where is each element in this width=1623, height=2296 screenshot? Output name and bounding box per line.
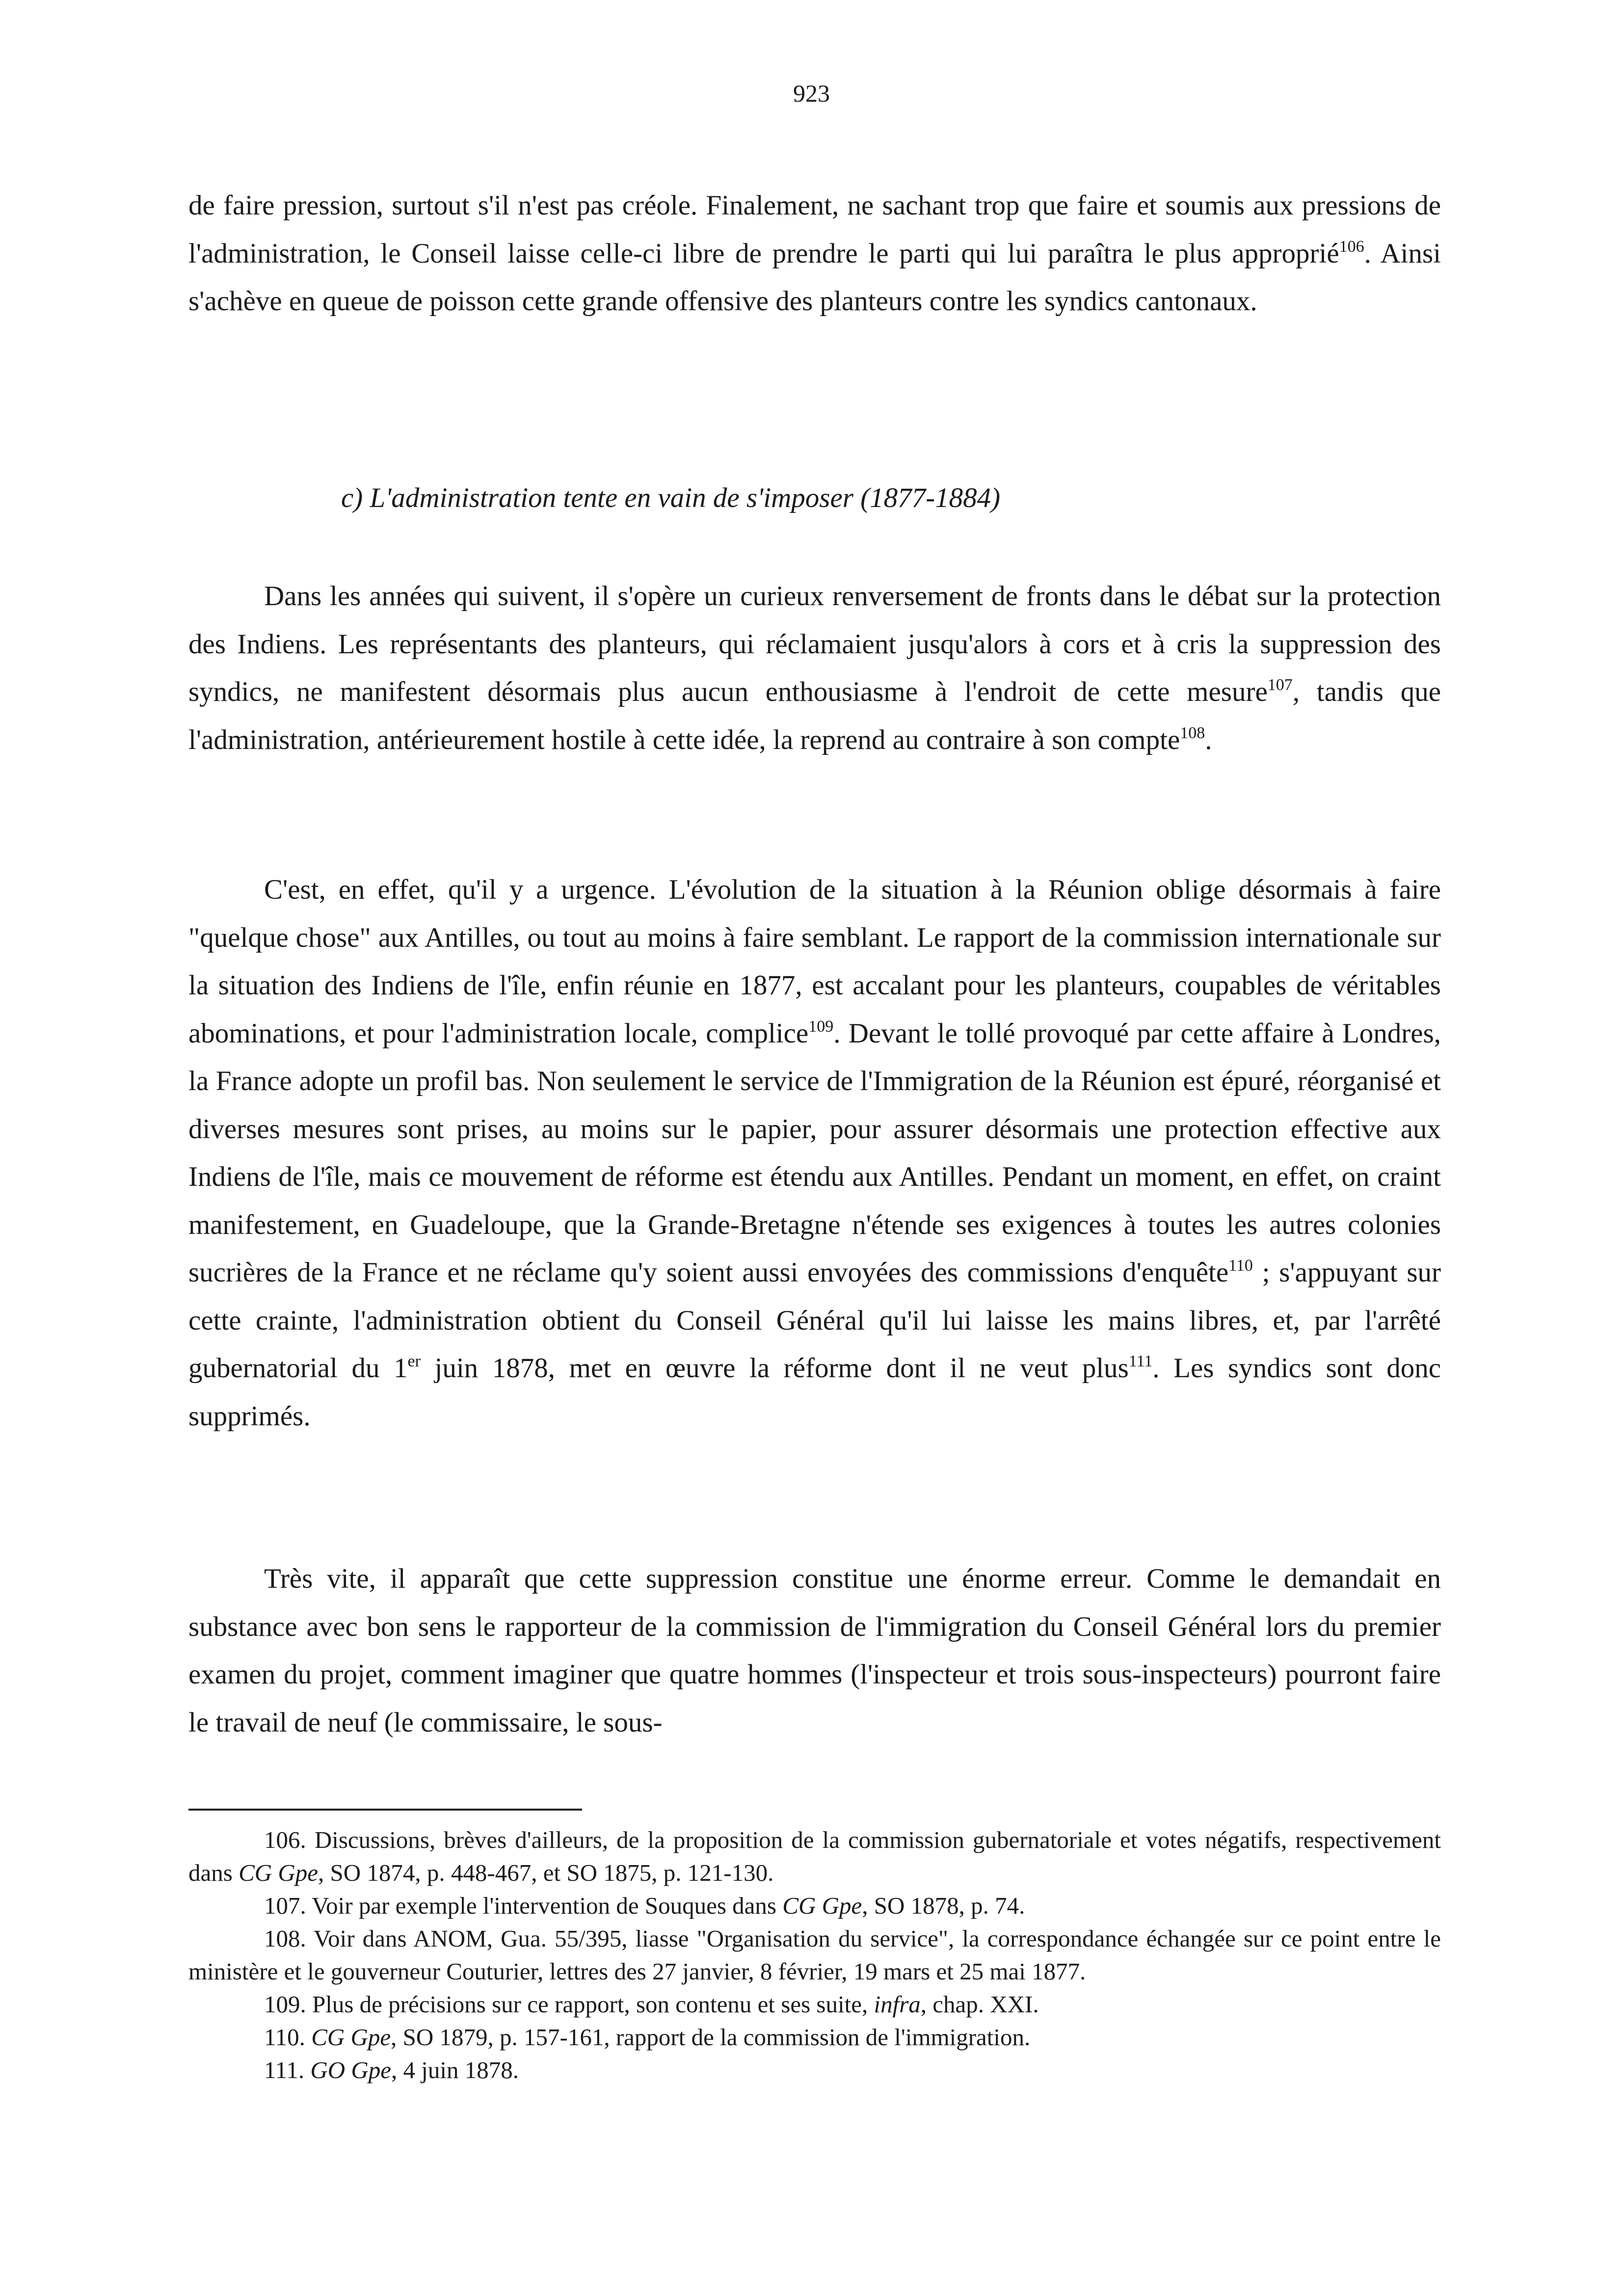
page-number: 923	[793, 80, 830, 107]
paragraph-3: C'est, en effet, qu'il y a urgence. L'évolution de la situation à la Réunion oblige désormais à faire "quelque chose" aux Antilles, ou tout au moins à faire semblant. Le rapport de la commission internationale sur la situation des Indiens de l'île, enfin réunie en 1877, est accalant pour les planteurs, coupables de véritables abominations, et pour l'administration locale, complice$^{109}$. Devant le tollé provoqué par cette affaire à Londres, la France adopte un profil bas. Non seulement le service de l'Immigration de la Réunion est épuré, réorganisé et diverses mesures sont prises, au moins sur le papier, pour assurer désormais une protection effective aux Indiens de l'île, mais ce mouvement de réforme est étendu aux Antilles. Pendant un moment, en effet, on craint manifestement, en Guadeloupe, que la Grande-Bretagne n'étende ses exigences à toutes les autres colonies sucrières de la France et ne réclame qu'y soient aussi envoyées des commissions d'enquête$^{110}$ ; s'appuyant sur cette crainte, l'administration obtient du Conseil Général qu'il lui laisse les mains libres, et, par l'arrêté gubernatorial du 1er juin 1878, met en œuvre la réforme dont il ne veut plus$^{111}$. Les syndics sont donc supprimés.	[188, 874, 1441, 1432]
footnote-ref-109[interactable]: 109	[808, 1017, 834, 1036]
footnote-ref-107[interactable]: 107	[1267, 676, 1293, 694]
footnote-108: 108. Voir dans ANOM, Gua. 55/395, liasse "Organisation du service", la correspondance échangée sur ce point entre le ministère et le gouverneur Couturier, lettres des 27 janvier, 8 février, 19 mars et 25 mai 1877.	[188, 1925, 1441, 1985]
footnotes	[188, 1823, 1441, 2086]
ordinal-superscript: er	[407, 1352, 421, 1370]
footnote-ref-106[interactable]: 106	[1339, 237, 1364, 256]
footnote-109: 109. Plus de précisions sur ce rapport, son contenu et ses suite, infra, chap. XXI.	[264, 1991, 1039, 2018]
footnote-ref-111[interactable]: 111	[1128, 1352, 1153, 1370]
footnote-111: 111. GO Gpe, 4 juin 1878.	[264, 2056, 519, 2083]
footnote-ref-108[interactable]: 108	[1180, 723, 1205, 742]
paragraph-2: Dans les années qui suivent, il s'opère un curieux renversement de fronts dans le débat sur la protection des Indiens. Les représentants des planteurs, qui réclamaient jusqu'alors à cors et à cris la suppression des syndics, ne manifestent désormais plus aucun enthousiasme à l'endroit de cette mesure$^{107}$, tandis que l'administration, antérieurement hostile à cette idée, la reprend au contraire à son compte$^{108}$.	[188, 581, 1441, 755]
footnote-separator	[188, 1809, 582, 1811]
footnote-106: 106. Discussions, brèves d'ailleurs, de la proposition de la commission gubernatoriale et votes négatifs, respectivement dans CG Gpe, SO 1874, p. 448-467, et SO 1875, p. 121-130.	[188, 1826, 1441, 1886]
section-subheading: c) L'administration tente en vain de s'imposer (1877-1884)	[341, 482, 1001, 513]
footnote-ref-110[interactable]: 110	[1228, 1256, 1253, 1275]
paragraph-1: de faire pression, surtout s'il n'est pas créole. Finalement, ne sachant trop que faire et soumis aux pressions de l'administration, le Conseil laisse celle-ci libre de prendre le parti qui lui paraîtra le plus approprié$^{106}$. Ainsi s'achève en queue de poisson cette grande offensive des planteurs contre les syndics cantonaux.	[188, 190, 1441, 317]
footnote-110: 110. CG Gpe, SO 1879, p. 157-161, rapport de la commission de l'immigration.	[264, 2024, 1031, 2051]
footnote-107: 107. Voir par exemple l'intervention de Souques dans CG Gpe, SO 1878, p. 74.	[264, 1892, 1025, 1919]
paragraph-4: Très vite, il apparaît que cette suppression constitue une énorme erreur. Comme le demandait en substance avec bon sens le rapporteur de la commission de l'immigration du Conseil Général lors du premier examen du projet, comment imaginer que quatre hommes (l'inspecteur et trois sous-inspecteurs) pourront faire le travail de neuf (le commissaire, le sous-	[188, 1563, 1441, 1738]
